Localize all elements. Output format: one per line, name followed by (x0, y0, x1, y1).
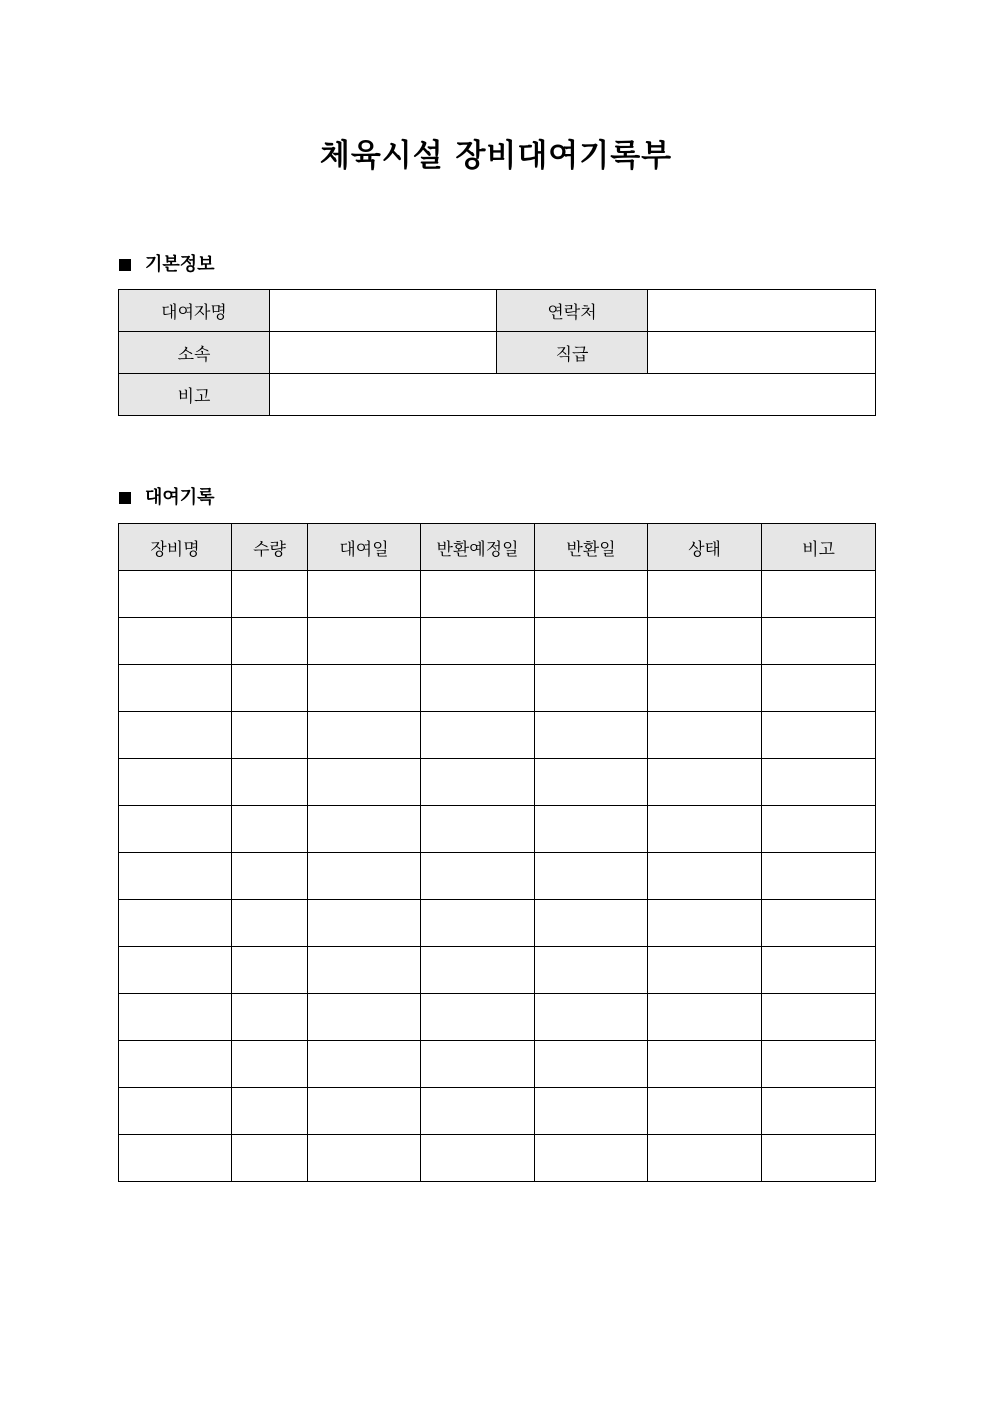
column-header-return-date: 반환일 (535, 524, 648, 571)
status-cell[interactable] (648, 806, 762, 853)
table-row (119, 1041, 876, 1088)
remarks-cell[interactable] (762, 994, 876, 1041)
quantity-cell[interactable] (232, 853, 308, 900)
equipment-name-cell[interactable] (119, 853, 232, 900)
equipment-name-cell[interactable] (119, 1088, 232, 1135)
expected-return-date-cell[interactable] (421, 571, 535, 618)
rental-records-heading (119, 486, 215, 510)
remarks-cell[interactable] (762, 806, 876, 853)
affiliation-field[interactable] (270, 332, 497, 374)
rental-date-cell[interactable] (308, 1041, 421, 1088)
remarks-cell[interactable] (762, 947, 876, 994)
return-date-cell[interactable] (535, 1135, 648, 1182)
equipment-name-cell[interactable] (119, 1135, 232, 1182)
renter-name-label: 대여자명 (119, 290, 270, 332)
table-row (119, 571, 876, 618)
rental-date-cell[interactable] (308, 853, 421, 900)
rental-date-cell[interactable] (308, 994, 421, 1041)
expected-return-date-cell[interactable] (421, 665, 535, 712)
return-date-cell[interactable] (535, 994, 648, 1041)
equipment-name-cell[interactable] (119, 665, 232, 712)
remarks-field[interactable] (270, 374, 876, 416)
return-date-cell[interactable] (535, 853, 648, 900)
rental-records-heading-label: 대여기록 (145, 487, 215, 508)
expected-return-date-cell[interactable] (421, 853, 535, 900)
status-cell[interactable] (648, 571, 762, 618)
expected-return-date-cell[interactable] (421, 618, 535, 665)
column-header-quantity: 수량 (232, 524, 308, 571)
quantity-cell[interactable] (232, 1135, 308, 1182)
quantity-cell[interactable] (232, 571, 308, 618)
status-cell[interactable] (648, 994, 762, 1041)
column-header-expected-return-date: 반환예정일 (421, 524, 535, 571)
status-cell[interactable] (648, 947, 762, 994)
quantity-cell[interactable] (232, 618, 308, 665)
expected-return-date-cell[interactable] (421, 947, 535, 994)
rental-date-cell[interactable] (308, 1135, 421, 1182)
basic-info-row (119, 332, 876, 374)
table-row (119, 759, 876, 806)
expected-return-date-cell[interactable] (421, 1088, 535, 1135)
square-bullet-icon (119, 492, 131, 504)
remarks-cell[interactable] (762, 571, 876, 618)
status-cell[interactable] (648, 712, 762, 759)
contact-field[interactable] (648, 290, 876, 332)
return-date-cell[interactable] (535, 759, 648, 806)
basic-info-table (118, 289, 876, 416)
expected-return-date-cell[interactable] (421, 1041, 535, 1088)
rental-date-cell[interactable] (308, 900, 421, 947)
table-row (119, 900, 876, 947)
rental-date-cell[interactable] (308, 759, 421, 806)
table-row (119, 665, 876, 712)
status-cell[interactable] (648, 900, 762, 947)
remarks-cell[interactable] (762, 853, 876, 900)
status-cell[interactable] (648, 853, 762, 900)
expected-return-date-cell[interactable] (421, 1135, 535, 1182)
rental-date-cell[interactable] (308, 665, 421, 712)
column-header-remarks: 비고 (762, 524, 876, 571)
rental-date-cell[interactable] (308, 806, 421, 853)
status-cell[interactable] (648, 1088, 762, 1135)
basic-info-row (119, 374, 876, 416)
rental-date-cell[interactable] (308, 712, 421, 759)
return-date-cell[interactable] (535, 1041, 648, 1088)
quantity-cell[interactable] (232, 1088, 308, 1135)
quantity-cell[interactable] (232, 1041, 308, 1088)
return-date-cell[interactable] (535, 806, 648, 853)
rental-date-cell[interactable] (308, 1088, 421, 1135)
position-field[interactable] (648, 332, 876, 374)
column-header-status: 상태 (648, 524, 762, 571)
basic-info-heading (119, 253, 215, 277)
remarks-cell[interactable] (762, 712, 876, 759)
rental-date-cell[interactable] (308, 571, 421, 618)
table-row (119, 618, 876, 665)
remarks-cell[interactable] (762, 1135, 876, 1182)
expected-return-date-cell[interactable] (421, 759, 535, 806)
quantity-cell[interactable] (232, 665, 308, 712)
table-row (119, 1088, 876, 1135)
position-label: 직급 (497, 332, 648, 374)
equipment-name-cell[interactable] (119, 618, 232, 665)
table-row (119, 1135, 876, 1182)
equipment-name-cell[interactable] (119, 712, 232, 759)
status-cell[interactable] (648, 1041, 762, 1088)
quantity-cell[interactable] (232, 712, 308, 759)
return-date-cell[interactable] (535, 900, 648, 947)
square-bullet-icon (119, 259, 131, 271)
remarks-cell[interactable] (762, 900, 876, 947)
rental-date-cell[interactable] (308, 618, 421, 665)
return-date-cell[interactable] (535, 712, 648, 759)
table-row (119, 806, 876, 853)
expected-return-date-cell[interactable] (421, 712, 535, 759)
rental-header-row (119, 524, 876, 571)
rental-date-cell[interactable] (308, 947, 421, 994)
remarks-cell[interactable] (762, 1041, 876, 1088)
table-row (119, 712, 876, 759)
status-cell[interactable] (648, 665, 762, 712)
status-cell[interactable] (648, 759, 762, 806)
column-header-rental-date: 대여일 (308, 524, 421, 571)
equipment-name-cell[interactable] (119, 994, 232, 1041)
remarks-cell[interactable] (762, 618, 876, 665)
table-row (119, 853, 876, 900)
rental-records-table (118, 523, 876, 1182)
affiliation-label: 소속 (119, 332, 270, 374)
quantity-cell[interactable] (232, 994, 308, 1041)
equipment-name-cell[interactable] (119, 1041, 232, 1088)
equipment-name-cell[interactable] (119, 759, 232, 806)
quantity-cell[interactable] (232, 759, 308, 806)
remarks-cell[interactable] (762, 1088, 876, 1135)
basic-info-row (119, 290, 876, 332)
return-date-cell[interactable] (535, 571, 648, 618)
remarks-cell[interactable] (762, 759, 876, 806)
remarks-cell[interactable] (762, 665, 876, 712)
equipment-name-cell[interactable] (119, 947, 232, 994)
remarks-label: 비고 (119, 374, 270, 416)
document-title: 체육시설 장비대여기록부 (319, 138, 673, 174)
table-row (119, 947, 876, 994)
status-cell[interactable] (648, 1135, 762, 1182)
table-row (119, 994, 876, 1041)
quantity-cell[interactable] (232, 947, 308, 994)
equipment-name-cell[interactable] (119, 900, 232, 947)
expected-return-date-cell[interactable] (421, 994, 535, 1041)
expected-return-date-cell[interactable] (421, 806, 535, 853)
status-cell[interactable] (648, 618, 762, 665)
quantity-cell[interactable] (232, 900, 308, 947)
quantity-cell[interactable] (232, 806, 308, 853)
equipment-name-cell[interactable] (119, 806, 232, 853)
return-date-cell[interactable] (535, 665, 648, 712)
basic-info-heading-label: 기본정보 (145, 254, 215, 275)
return-date-cell[interactable] (535, 1088, 648, 1135)
contact-label: 연락처 (497, 290, 648, 332)
renter-name-field[interactable] (270, 290, 497, 332)
expected-return-date-cell[interactable] (421, 900, 535, 947)
return-date-cell[interactable] (535, 947, 648, 994)
return-date-cell[interactable] (535, 618, 648, 665)
column-header-equipment-name: 장비명 (119, 524, 232, 571)
equipment-name-cell[interactable] (119, 571, 232, 618)
